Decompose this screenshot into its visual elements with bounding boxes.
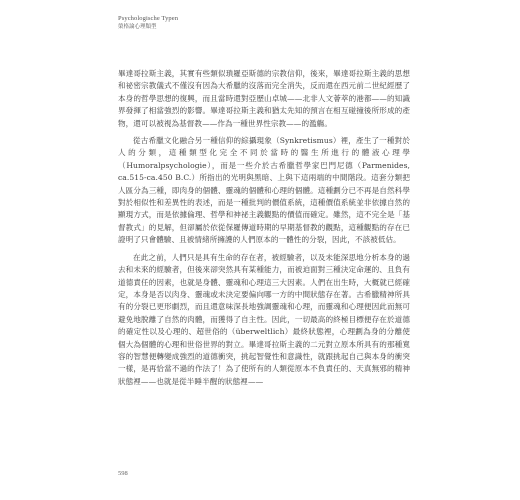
- page-number: 598: [118, 470, 128, 477]
- running-head: [118, 14, 178, 32]
- body-text: [118, 68, 410, 393]
- running-head-title: Psychologische Typen: [118, 15, 179, 22]
- paragraph-3: 在此之前，人們只是具有生命的存在者，被經驗者，以及未能深思地分析本身的過去和未來的經驗者，但後來卻突然具有某種能力，而被迫面對三種決定命運的、且負有道德責任的因素，也就是身體、靈魂和心理這三大因素。人們在出生時，大概就已經確定，本身是否以肉身、靈魂或未決定要偏向哪一方的中間狀態存在著。古希臘精神所具有的分裂已更形劇烈，而且還意味深長地強調靈魂和心理，而靈魂和心理便因此而無可避免地脫離了自然的肉體，而獲得了自主性。因此，一切最高的終極目標便存在於道德的確定性以及心理的、超世俗的（überweltlich）最終狀態裡，心理劃為身的分離使個大為個體的心理和世俗世界的對立。畢達哥拉斯主義的二元對立原本所具有的那種寬容的智慧便轉變成強烈的道德衝突，挑起智覺性和意識性，就跟挑起自己與本身的衝突一樣，是再恰當不過的作法了！為了使所有的人類從原本不負責任的、天真無邪的精神狀態裡——也就是從半睡半醒的狀態裡——: [118, 252, 410, 386]
- paragraph-1: 畢達哥拉斯主義，其實有些類似瑣羅亞斯德的宗教信仰，後來，畢達哥拉斯主義的思想和祕密宗教儀式不僅沒有因為大希臘的沒落而完全消失，反而還在西元前二世紀經歷了本身的哲學思想的復興，而且當時還對亞歷山卓城——北非人文薈萃的港都——的知識界發揮了相當強烈的影響。畢達哥拉斯主義和猶太先知的預言在相互碰撞後所形成的產物，還可以被視為基督教——作為一種世界性宗教——的濫觴。: [118, 69, 410, 128]
- running-head-subtitle: 榮格論心理類型: [118, 24, 157, 30]
- paragraph-2: 從古希臘文化融合另一種信仰的綜攝現象（Synkretismus）裡，產生了一種對於人的分類，這種類型化完全不同於當時的醫生所進行的體液心理學（Humoralpsychologie），而是一些介於古希臘哲學家巴門尼德（Parmenides, ca.515-ca.450 B.C.）所指出的光明與黑暗、上與下這兩端的中間階段。這套分類把人區分為三種，即肉身的個體、靈魂的個體和心理的個體。這種劃分已不再是自然科學對於相似性和差異性的表述，而是一種批判的價值系統，這種價值系統並非依據自然的顯現方式，而是依據倫理、哲學和神祕主義觀點的價值而確定。雖然，這不完全是「基督教式」的見解，但卻屬於依從保羅傳道時期的早期基督教的觀點，這種觀點的存在已證明了只會體驗、且被情緒所擁護的人們原本的一體性的分裂，因此，不該被低估。: [118, 136, 410, 245]
